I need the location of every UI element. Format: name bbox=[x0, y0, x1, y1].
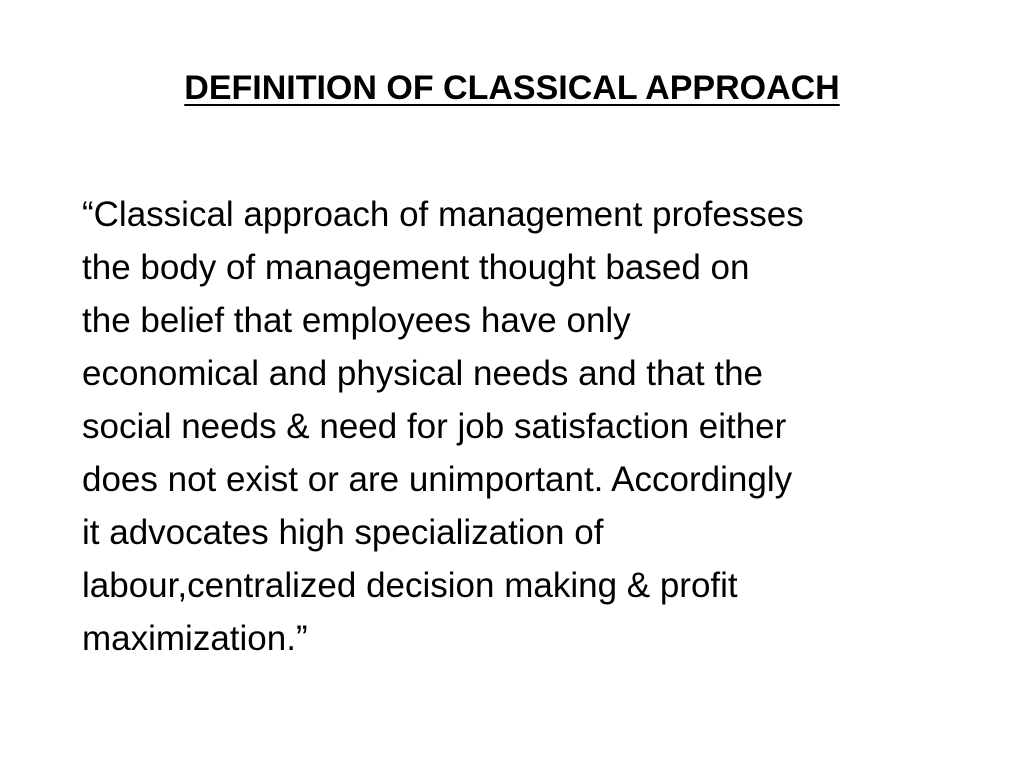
slide-title: DEFINITION OF CLASSICAL APPROACH bbox=[184, 69, 840, 107]
quote-line: maximization.” bbox=[82, 619, 308, 658]
quote-line: does not exist or are unimportant. Accordingly bbox=[82, 460, 793, 499]
quote-line: the belief that employees have only bbox=[82, 301, 631, 340]
quote-line: economical and physical needs and that the bbox=[82, 354, 764, 393]
quote-line: labour,centralized decision making & profit bbox=[82, 566, 738, 605]
quote-line: social needs & need for job satisfaction either bbox=[82, 407, 787, 446]
quote-line: the body of management thought based on bbox=[82, 248, 750, 287]
quote-line: “Classical approach of management professes bbox=[82, 195, 804, 234]
definition-quote bbox=[82, 188, 1001, 665]
quote-line: it advocates high specialization of bbox=[82, 513, 604, 552]
